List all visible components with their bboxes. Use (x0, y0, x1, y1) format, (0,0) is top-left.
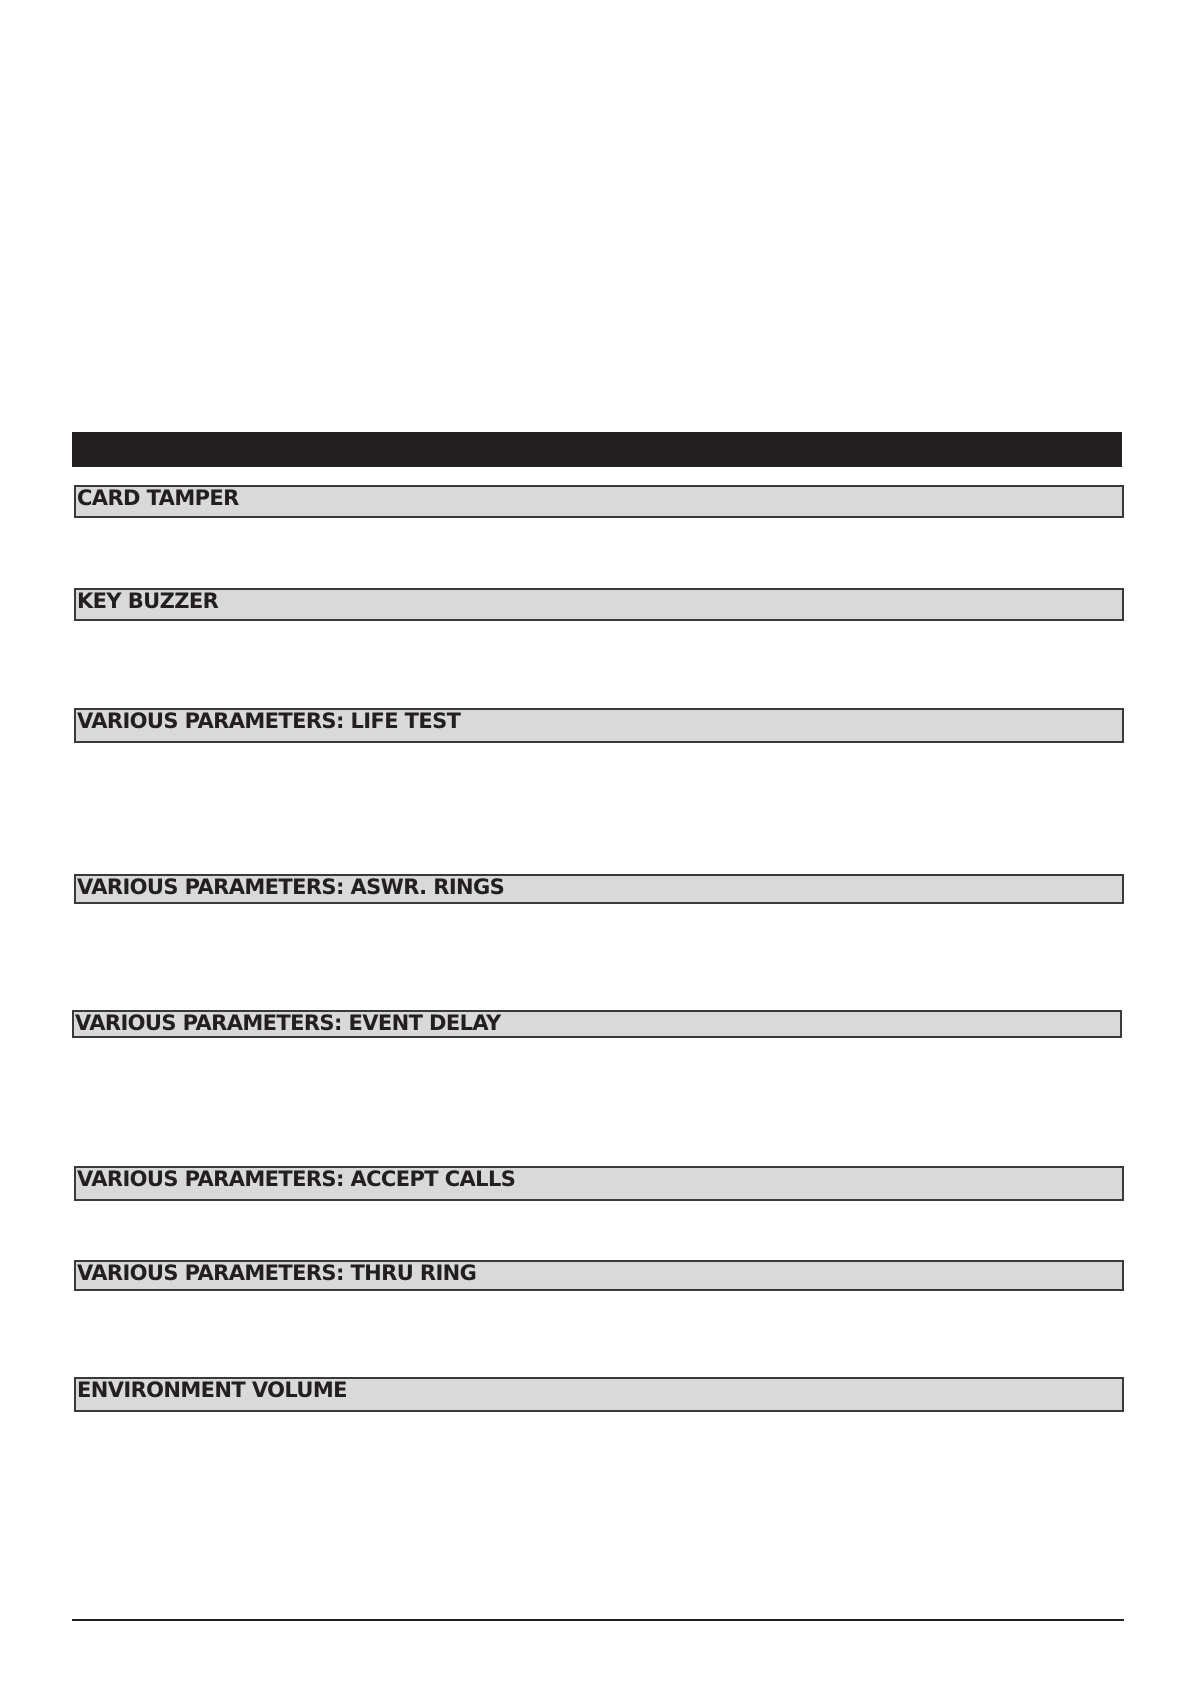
section-title: VARIOUS PARAMETERS: EVENT DELAY (75, 1011, 501, 1035)
section-event-delay (72, 1010, 1122, 1038)
section-card-tamper (74, 485, 1124, 518)
section-title: ENVIRONMENT VOLUME (77, 1378, 347, 1402)
section-environment-volume (74, 1377, 1124, 1412)
section-title: VARIOUS PARAMETERS: ASWR. RINGS (77, 875, 505, 899)
section-title: VARIOUS PARAMETERS: ACCEPT CALLS (77, 1167, 516, 1191)
section-life-test (74, 708, 1124, 743)
section-title: VARIOUS PARAMETERS: LIFE TEST (77, 709, 461, 733)
section-aswr-rings (74, 874, 1124, 904)
footer-divider (72, 1619, 1124, 1621)
section-thru-ring (74, 1260, 1124, 1291)
section-title: VARIOUS PARAMETERS: THRU RING (77, 1261, 477, 1285)
section-key-buzzer (74, 588, 1124, 621)
section-header-bar (72, 432, 1122, 467)
section-title: KEY BUZZER (77, 589, 219, 613)
section-accept-calls (74, 1166, 1124, 1201)
section-title: CARD TAMPER (77, 486, 239, 510)
